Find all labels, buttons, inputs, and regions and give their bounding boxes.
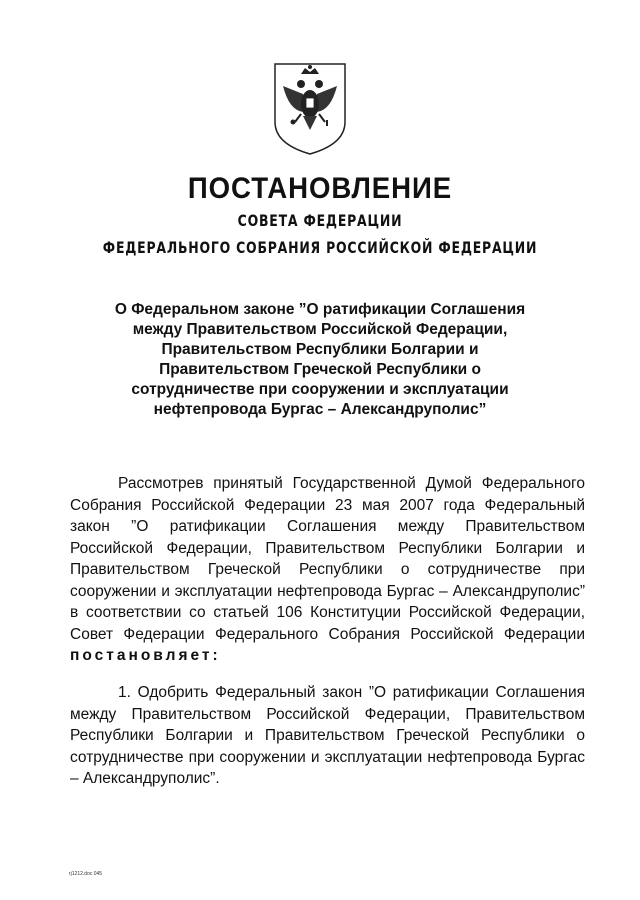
subject-line: между Правительством Российской Федерации, xyxy=(132,321,508,338)
subject-line: О Федеральном законе ”О ратификации Соглашения xyxy=(114,301,526,318)
document-title: ПОСТАНОВЛЕНИЕ xyxy=(187,172,453,205)
document-issuer: СОВЕТА ФЕДЕРАЦИИ xyxy=(237,211,403,230)
subject-line: сотрудничестве при сооружении и эксплуатации xyxy=(131,381,509,398)
document-issuer-full: ФЕДЕРАЛЬНОГО СОБРАНИЯ РОССИЙСКОЙ ФЕДЕРАЦИИ xyxy=(102,238,538,257)
subject-line: Правительством Республики Болгарии и xyxy=(161,341,479,358)
resolves-colon: : xyxy=(212,647,221,664)
preamble-text: Рассмотрев принятый Государственной Думой Федерального Собрания Российской Федерации 23 мая 2007 года Федеральный закон ”О ратификации Соглашения между Правительством Российской Федерации, Правительством Республики Болгарии и Правительством Греческой Республики о сотрудничестве при сооружении и эксплуатации нефтепровода Бургас – Александруполис” в соответствии со статьей 106 Конституции Российской Федерации, Совет Федерации Федерального Собрания Российской Федерации xyxy=(70,475,585,643)
resolution-item-1: 1. Одобрить Федеральный закон ”О ратификации Соглашения между Правительством Российской Федерации, Правительством Республики Болгарии и Правительством Греческой Республики о сотрудничестве при сооружении и эксплуатации нефтепровода Бургас – Александруполис”. xyxy=(70,684,585,787)
coat-of-arms-icon xyxy=(271,60,349,158)
subject-line: нефтепровода Бургас – Александруполис” xyxy=(153,401,487,418)
preamble-paragraph xyxy=(70,473,585,667)
resolves-word: постановляет xyxy=(70,647,213,664)
file-reference: rj1212.doc 045 xyxy=(69,871,103,877)
document-subject xyxy=(90,300,550,420)
subject-line: Правительством Греческой Республики о xyxy=(159,361,481,378)
